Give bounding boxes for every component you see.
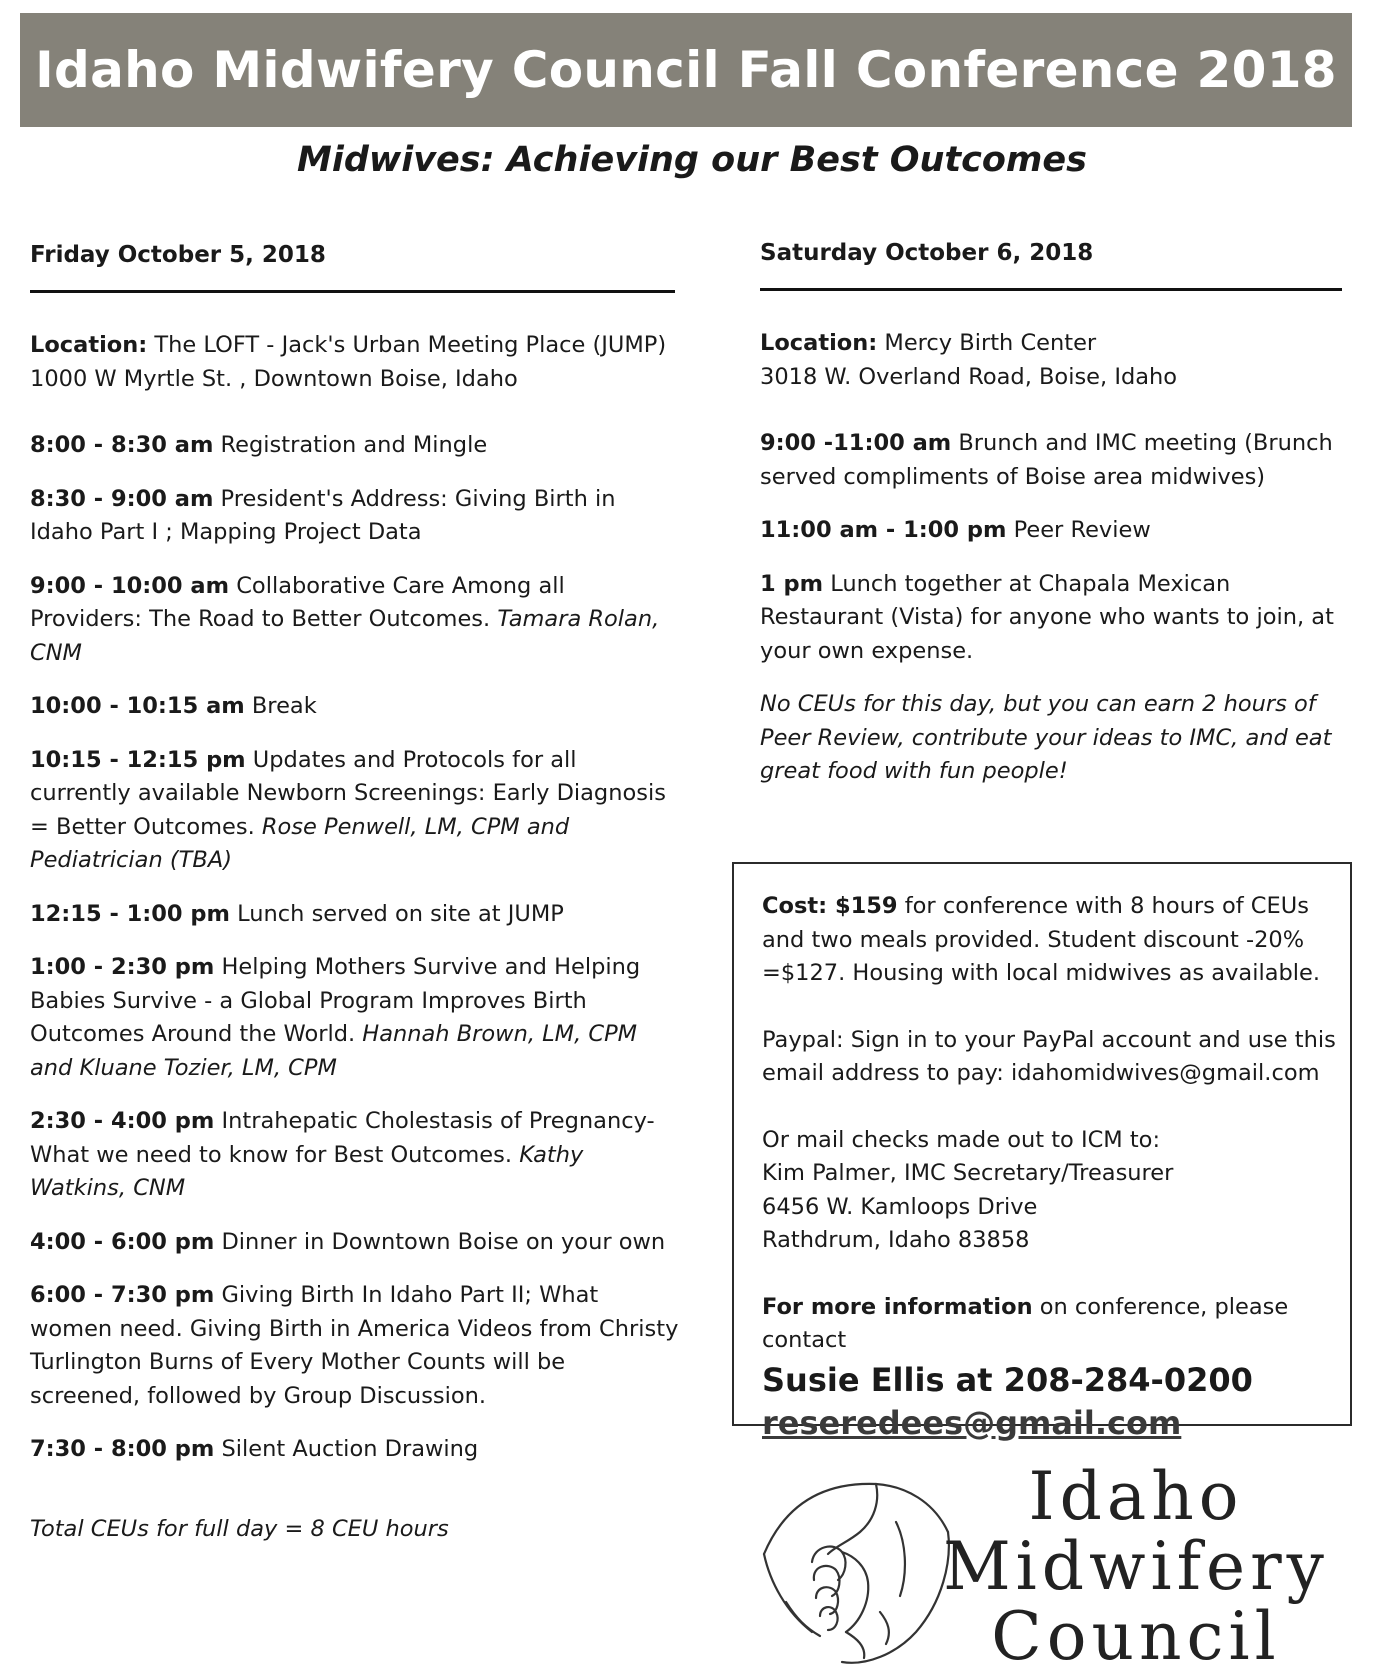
- schedule-desc: Silent Auction Drawing: [214, 1436, 479, 1462]
- schedule-item: [30, 1226, 680, 1260]
- cost-box: [732, 862, 1352, 1442]
- friday-divider: [30, 290, 675, 293]
- logo-wordmark: [926, 1458, 1346, 1675]
- schedule-item: [30, 570, 680, 671]
- schedule-time: 8:00 - 8:30 am: [30, 432, 214, 458]
- schedule-speaker: Kathy Watkins, CNM: [30, 1141, 584, 1201]
- council-logo: [756, 1458, 1352, 1676]
- saturday-note: No CEUs for this day, but you can earn 2 hours of Peer Review, contribute your ideas to IMC, and eat great food with fun people!: [760, 691, 1332, 784]
- schedule-time: 2:30 - 4:00 pm: [30, 1108, 215, 1134]
- schedule-speaker: Tamara Rolan, CNM: [30, 606, 660, 666]
- logo-line: Council: [991, 1598, 1281, 1675]
- location-label: Location:: [30, 332, 148, 358]
- title-banner: [20, 13, 1352, 127]
- schedule-time: 1:00 - 2:30 pm: [30, 954, 215, 980]
- schedule-item: [30, 1433, 680, 1467]
- saturday-location: [760, 327, 1360, 394]
- schedule-desc: Lunch together at Chapala Mexican Restaurant (Vista) for anyone who wants to join, at your own expense.: [760, 570, 1334, 664]
- schedule-desc: Brunch and IMC meeting (Brunch served compliments of Boise area midwives): [760, 430, 1333, 490]
- more-info-label: For more information: [762, 1293, 1033, 1320]
- more-info: [762, 1291, 1338, 1358]
- schedule-time: 10:15 - 12:15 pm: [30, 746, 246, 773]
- schedule-desc: Intrahepatic Cholestasis of Pregnancy- What we need to know for Best Outcomes.: [30, 1108, 655, 1168]
- schedule-time: 7:30 - 8:00 pm: [30, 1436, 215, 1462]
- schedule-item: [30, 690, 680, 724]
- total-ceus: Total CEUs for full day = 8 CEU hours: [30, 1515, 449, 1542]
- schedule-desc: Giving Birth In Idaho Part II; What women need. Giving Birth in America Videos from Christy Turlington Burns of Every Mother Counts will be screened, followed by Group Discussion.: [30, 1282, 679, 1409]
- friday-column: [30, 240, 680, 1546]
- schedule-desc: Peer Review: [1006, 517, 1151, 543]
- schedule-time: 11:00 am - 1:00 pm: [760, 517, 1007, 543]
- schedule-time: 12:15 - 1:00 pm: [30, 900, 230, 927]
- saturday-column: [760, 238, 1360, 789]
- location-address: 1000 W Myrtle St. , Downtown Boise, Idaho: [30, 365, 518, 392]
- more-info-text: on conference, please contact: [762, 1293, 1289, 1353]
- schedule-desc: Helping Mothers Survive and Helping Babies Survive - a Global Program Improves Birth Outcomes Around the World.: [30, 954, 641, 1047]
- schedule-desc: Updates and Protocols for all currently available Newborn Screenings: Early Diagnosis = Better Outcomes.: [30, 746, 666, 840]
- cost-text: for conference with 8 hours of CEUs and two meals provided. Student discount -20% =$127. Housing with local midwives as available.: [762, 893, 1321, 986]
- contact-phone: Susie Ellis at 208-284-0200: [762, 1360, 1253, 1399]
- page-subtitle: Midwives: Achieving our Best Outcomes: [297, 140, 1087, 180]
- page-title: Idaho Midwifery Council Fall Conference 2018: [35, 41, 1337, 99]
- schedule-time: 9:00 - 10:00 am: [30, 572, 230, 599]
- schedule-item: [760, 514, 1360, 548]
- schedule-time: 4:00 - 6:00 pm: [30, 1228, 215, 1255]
- schedule-time: 6:00 - 7:30 pm: [30, 1282, 215, 1308]
- logo-line: Idaho: [1028, 1458, 1244, 1535]
- contact-email-link[interactable]: reseredees@gmail.com: [762, 1403, 1182, 1442]
- mail-name: Kim Palmer, IMC Secretary/Treasurer: [762, 1160, 1174, 1186]
- schedule-item: [30, 898, 680, 932]
- schedule-speaker: Rose Penwell, LM, CPM and Pediatrician (TBA): [30, 813, 570, 873]
- schedule-item: [30, 1279, 680, 1413]
- schedule-desc: Registration and Mingle: [213, 432, 488, 458]
- paypal-info: Paypal: Sign in to your PayPal account and use this email address to pay: idahomidwives@gmail.com: [762, 1026, 1336, 1086]
- saturday-heading: Saturday October 6, 2018: [760, 240, 1094, 266]
- mail-intro: Or mail checks made out to ICM to:: [762, 1126, 1161, 1153]
- schedule-item: [760, 427, 1360, 494]
- location-venue: Mercy Birth Center: [877, 330, 1097, 356]
- logo-line: Midwifery: [943, 1528, 1329, 1605]
- schedule-desc: President's Address: Giving Birth in Idaho Part I ; Mapping Project Data: [30, 485, 616, 545]
- friday-heading: Friday October 5, 2018: [30, 242, 326, 268]
- mail-info: [762, 1124, 1338, 1258]
- schedule-desc: Dinner in Downtown Boise on your own: [214, 1228, 666, 1255]
- friday-location: [30, 329, 680, 396]
- location-address: 3018 W. Overland Road, Boise, Idaho: [760, 363, 1178, 390]
- location-venue: The LOFT - Jack's Urban Meeting Place (JUMP): [147, 332, 667, 358]
- schedule-desc: Collaborative Care Among all Providers: The Road to Better Outcomes.: [30, 572, 565, 632]
- schedule-item: [30, 951, 680, 1085]
- mail-city: Rathdrum, Idaho 83858: [762, 1227, 1030, 1253]
- schedule-item: [30, 429, 680, 463]
- schedule-desc: Lunch served on site at JUMP: [229, 900, 564, 927]
- schedule-item: [30, 483, 680, 550]
- cost-info: [762, 890, 1338, 991]
- schedule-desc: Break: [244, 693, 317, 719]
- schedule-time: 10:00 - 10:15 am: [30, 693, 245, 719]
- schedule-item: [30, 744, 680, 878]
- schedule-speaker: Hannah Brown, LM, CPM and Kluane Tozier, LM, CPM: [30, 1021, 638, 1081]
- schedule-time: 1 pm: [760, 570, 824, 597]
- location-label: Location:: [760, 330, 878, 356]
- schedule-time: 8:30 - 9:00 am: [30, 485, 214, 512]
- schedule-item: [760, 568, 1360, 669]
- saturday-divider: [760, 288, 1342, 291]
- mail-street: 6456 W. Kamloops Drive: [762, 1193, 1038, 1220]
- cost-label: Cost: $159: [762, 893, 898, 919]
- schedule-time: 9:00 -11:00 am: [760, 430, 952, 456]
- schedule-item: [30, 1105, 680, 1206]
